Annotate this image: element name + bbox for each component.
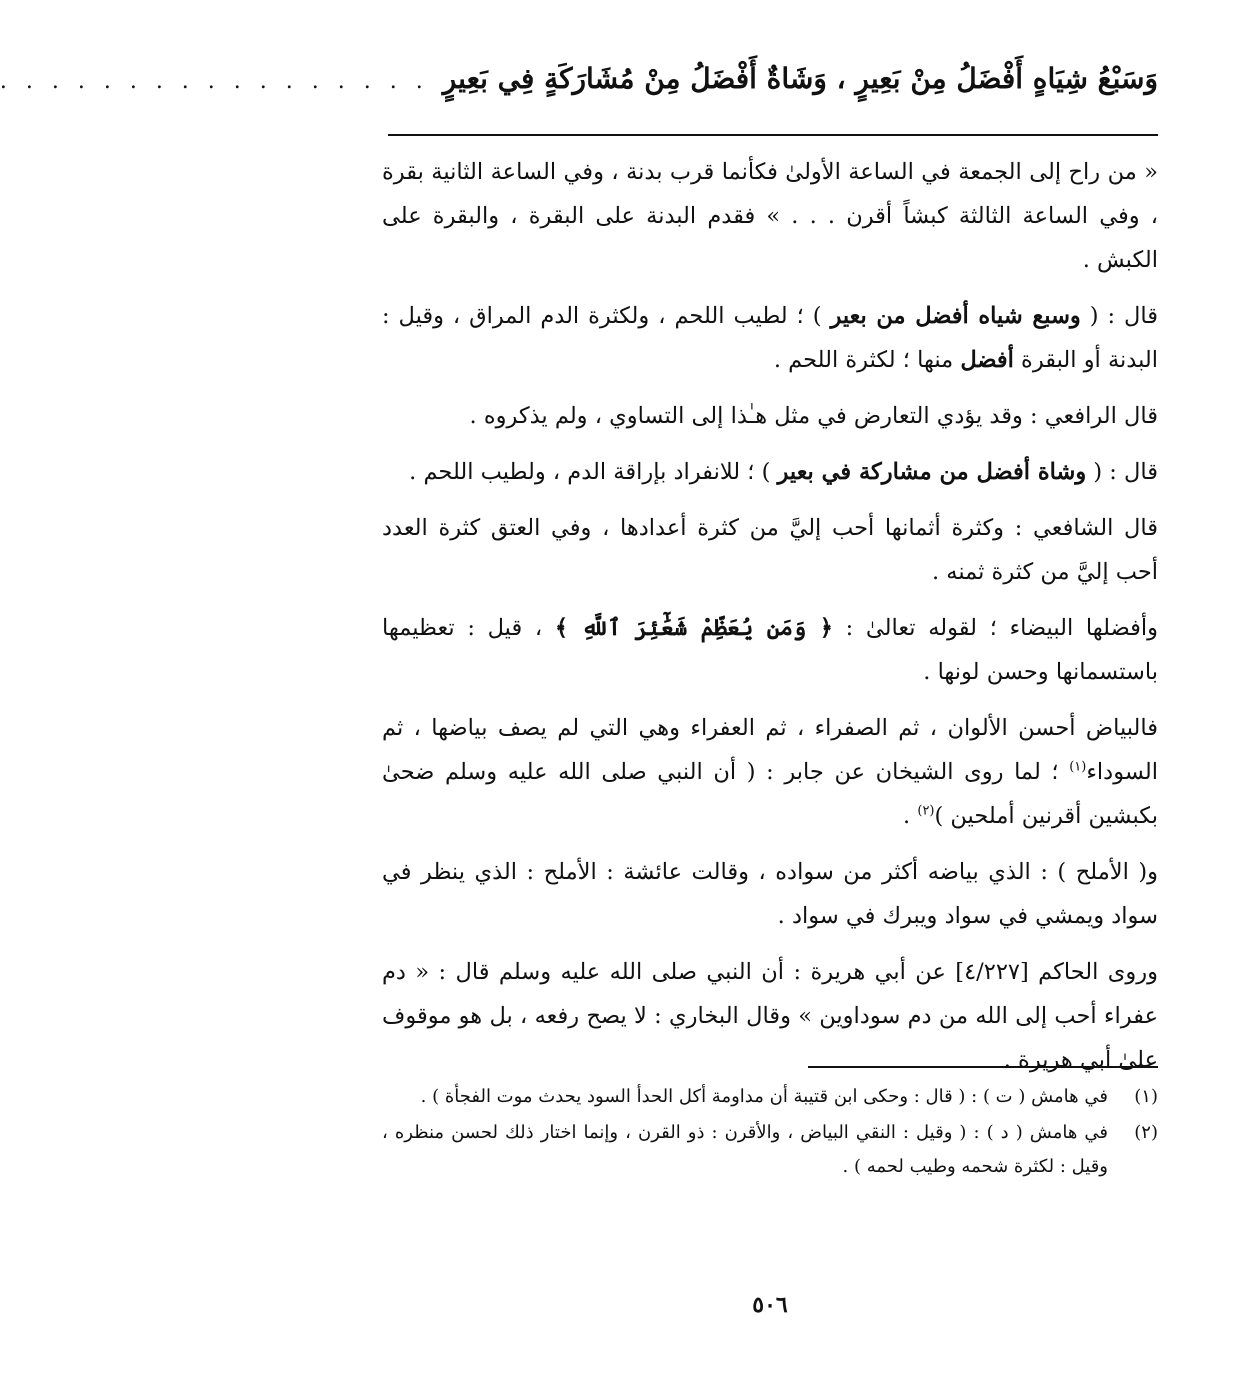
footnote [382, 1116, 1158, 1184]
paragraph-text: قال الشافعي : وكثرة أثمانها أحب إليَّ من كثرة أعدادها ، وفي العتق كثرة العدد أحب إليَّ من كثرة ثمنه . [382, 515, 1158, 585]
paragraph-text: ، قيل : تعظيمها باستسمانها وحسن لونها . [382, 615, 1158, 685]
paragraph-text: قال الرافعي : وقد يؤدي التعارض في مثل هـٰذا إلى التساوي ، ولم يذكروه . [469, 403, 1158, 429]
page-number: ٥٠٦ [752, 1292, 788, 1318]
paragraph [382, 506, 1158, 594]
paragraph-text: و( الأملح ) : الذي بياضه أكثر من سواده ، وقالت عائشة : الأملح : الذي ينظر في سواد ويمشي في سواد ويبرك في سواد . [382, 859, 1158, 929]
paragraph [382, 850, 1158, 938]
paragraph-text: . [903, 803, 918, 829]
footnote-number: (١) [1134, 1086, 1158, 1107]
running-header-title: وَسَبْعُ شِيَاهٍ أَفْضَلُ مِنْ بَعِيرٍ ، وَشَاةٌ أَفْضَلُ مِنْ مُشَارَكَةٍ فِي بَعِيرٍ [442, 62, 1158, 95]
paragraph [382, 950, 1158, 1082]
footnote-rule [808, 1066, 1158, 1068]
running-header [0, 62, 1158, 95]
paragraph-text: فالبياض أحسن الألوان ، ثم الصفراء ، ثم العفراء وهي التي لم يصف بياضها ، ثم السوداء [382, 715, 1158, 785]
paragraph-text: « من راح إلى الجمعة في الساعة الأولىٰ فكأنما قرب بدنة ، وفي الساعة الثانية بقرة ، وفي الساعة الثالثة كبشاً أقرن . . . » فقدم البدنة على البقرة ، والبقرة على الكبش . [382, 159, 1158, 273]
main-text [382, 150, 1158, 1094]
paragraph-text: ) ؛ لطيب اللحم ، ولكثرة الدم المراق ، وقيل : البدنة أو البقرة [382, 303, 1158, 373]
paragraph [382, 394, 1158, 438]
footnotes [382, 1080, 1158, 1186]
header-rule [388, 134, 1158, 136]
paragraph-text: قال : ( [1086, 459, 1158, 485]
running-header-leader-dots: . . . . . . . . . . . . . . . . . [0, 69, 429, 94]
footnote-number: (٢) [1134, 1122, 1158, 1143]
paragraph-text: ) ؛ للانفراد بإراقة الدم ، ولطيب اللحم . [409, 459, 778, 485]
paragraph [382, 450, 1158, 494]
quran-verse: ﴿ وَمَن يُعَظِّمْ شَعَٰٓئِرَ ٱللَّهِ ﴾ [554, 615, 833, 641]
paragraph [382, 606, 1158, 694]
paragraph-text: ؛ لما روى الشيخان عن جابر : ( أن النبي صلى الله عليه وسلم ضحىٰ بكبشين أقرنين أملحين ) [382, 759, 1158, 829]
matn-quote: وسبع شياه أفضل من بعير [830, 303, 1081, 329]
footnote-text: في هامش ( ت ) : ( قال : وحكى ابن قتيبة أن مداومة أكل الحدأ السود يحدث موت الفجأة ) . [420, 1086, 1108, 1107]
paragraph-text: منها ؛ لكثرة اللحم . [773, 347, 961, 373]
paragraph-text: وأفضلها البيضاء ؛ لقوله تعالىٰ : [832, 615, 1158, 641]
paragraph [382, 706, 1158, 838]
paragraph [382, 294, 1158, 382]
bold-word: أفضل [960, 347, 1014, 373]
paragraph [382, 150, 1158, 282]
footnote-marker[interactable]: (١) [1069, 759, 1087, 775]
paragraph-text: وروى الحاكم [٤/٢٢٧] عن أبي هريرة : أن النبي صلى الله عليه وسلم قال : « دم عفراء أحب إلى الله من دم سوداوين » وقال البخاري : لا يصح رفعه ، بل هو موقوف علىٰ أبي هريرة . [382, 959, 1158, 1073]
footnote [382, 1080, 1158, 1114]
footnote-text: في هامش ( د ) : ( وقيل : النقي البياض ، والأقرن : ذو القرن ، وإنما اختار ذلك لحسن منظره ، وقيل : لكثرة شحمه وطيب لحمه ) . [382, 1122, 1108, 1177]
footnote-marker[interactable]: (٢) [917, 803, 935, 819]
paragraph-text: قال : ( [1080, 303, 1158, 329]
matn-quote: وشاة أفضل من مشاركة في بعير [777, 459, 1087, 485]
